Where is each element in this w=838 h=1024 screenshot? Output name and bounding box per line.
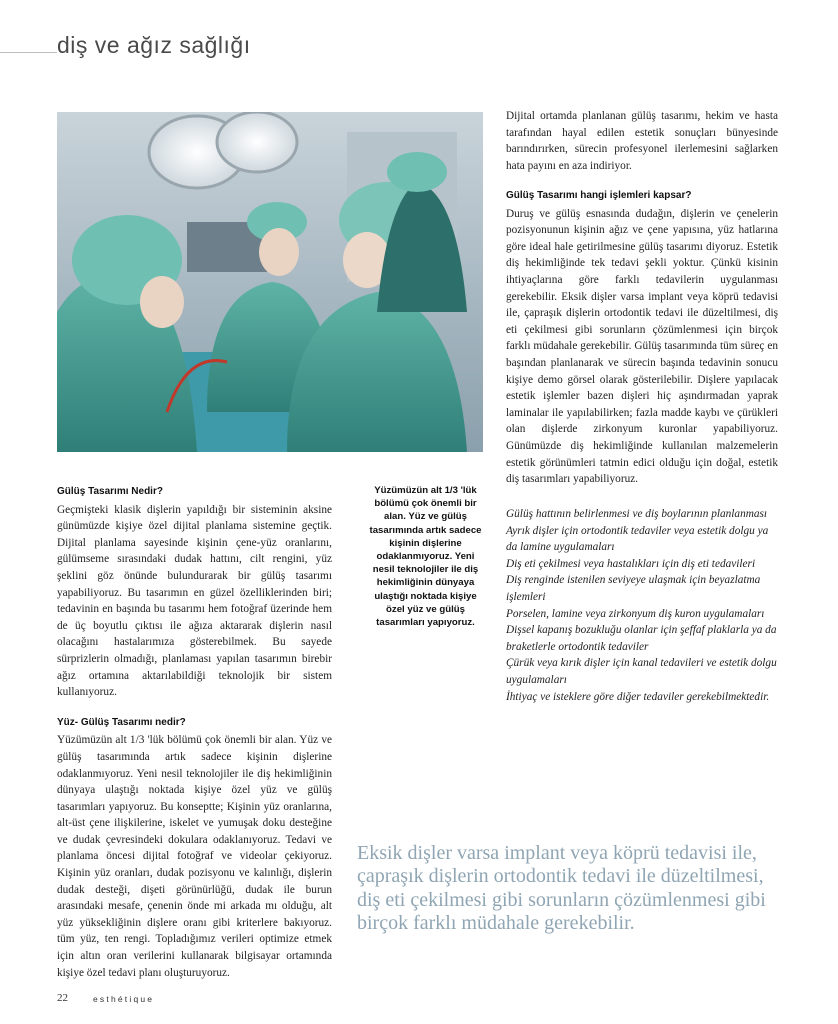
- section3-body: Duruş ve gülüş esnasında dudağın, dişlerin ve çenelerin pozisyonunun kişinin ağız ve çene yapısına, yüz hatlarına göre ideal hale getirilmesine gülüş tasarımı diyoruz. Estetik diş hekimliğinde tek tedavi şekli yoktur. Çünkü kisinin ihtiyaçlarına göre farklı tedavilerin uygulanması gerekebilir. Eksik dişler varsa implant veya köprü tedavisi ile, çapraşık dişlerin ortodontik tedavi ile düzeltilmesi, diş eti çekilmesi gibi sorunların çözümlenmesi için birçok farklı müdahale gerekebilir. Gülüş tasarımında tüm süreç en başından planlanarak ve sürecin başında tedavinin sonucu kişiye demo görsel olarak gösterilebilir. Dişlere yapılacak estetik işlemler bazen dişleri hiç aşındırmadan yaprak laminalar ile yapılabilirken; fazla madde kaybı ve çürükleri olan dişlerde zirkonyum kuronlar yapabiliyoruz. Günümüzde diş hekimliğinde kullanılan malzemelerin estetik görünümleri tatmin edici olduğu için doğal, estetik diş tasarımları yapabiliyoruz.: [506, 207, 778, 486]
- section3-heading: Gülüş Tasarımı hangi işlemleri kapsar?: [506, 190, 692, 201]
- list-item: İhtiyaç ve isteklere göre diğer tedaviler gerekebilmektedir.: [506, 690, 770, 703]
- list-item: Gülüş hattının belirlenmesi ve diş boylarının planlanması: [506, 508, 768, 520]
- section2-body: Yüzümüzün alt 1/3 'lük bölümü çok önemli bir alan. Yüz ve gülüş tasarımında artık sadece kişinin dişlerine odaklanmıyoruz. Yeni nesil teknolojiler ile diş hekimliğinin dünyaya ulaştığı noktada kişiye özel yüz ve gülüş tasarımları yapıyoruz. Bu konseptte; Kişinin yüz oranlarına, alt-üst çene ilişkilerine, iskelet ve yumuşak doku desteğine ve dudak çevresindeki dokulara odaklanıyoruz. Tedavi ve planlama öncesi dijital fotoğraf ve videolar çekiyoruz. Kişinin yüz oranları, dudak pozisyonu ve kalınlığı, dişlerin dudak desteği, dişeti görünürlüğü, dudak ile burun arasındaki mesafe, çenenin önde mi arkada mı olduğu, alt yüz yüksekliğinin dişlere oranı gibi kriterlere bakıyoruz. tüm yüz, ten rengi. Topladığımız verileri optimize etmek için altın oran verilerini kullanarak bilgisayar ortamında kişiye özel tedavi planı oluşturuyoruz.: [57, 734, 332, 979]
- page-number: 22: [57, 992, 68, 1004]
- surgeon-back-face: [259, 228, 299, 276]
- list-item: Dişsel kapanış bozukluğu olanlar için şeffaf plaklarla ya da braketlerle ortodontik tedaviler: [506, 624, 777, 653]
- intro-paragraph: Dijital ortamda planlanan gülüş tasarımı, hekim ve hasta tarafından hayal edilen estetik sonuçları bünyesinde barındırırken, sürecin profesyonel ilerlemesini sağlarken hata payını en aza indiriyor.: [506, 110, 778, 172]
- list-item: Ayrık dişler için ortodontik tedaviler veya estetik dolgu ya da lamine uygulamaları: [506, 524, 769, 554]
- surgeon-left-face: [140, 276, 184, 328]
- pull-quote: Eksik dişler varsa implant veya köprü tedavisi ile, çapraşık dişlerin ortodontik tedavi ile düzeltilmesi, diş eti çekilmesi gibi sorunların çözümlenmesi gibi birçok farklı müdahale gerekebilir.: [357, 842, 766, 935]
- list-item: Diş eti çekilmesi veya hastalıkları için diş eti tedavileri: [506, 557, 756, 570]
- surgeon-far-right-cap: [387, 152, 447, 192]
- section-title: diş ve ağız sağlığı: [57, 32, 251, 58]
- sidebar-quote: Yüzümüzün alt 1/3 'lük bölümü çok önemli bir alan. Yüz ve gülüş tasarımında artık sadece kişinin dişlerine odaklanmıyoruz. Yeni nesil teknolojiler ile diş hekimliğinin dünyaya ulaştığı noktada kişiye özel yüz ve gülüş tasarımları yapıyoruz.: [369, 485, 482, 629]
- section1-heading: Gülüş Tasarımı Nedir?: [57, 486, 163, 497]
- section-right: [506, 188, 778, 488]
- section-left: [57, 484, 332, 981]
- list-item: Diş renginde istenilen seviyeye ulaşmak için beyazlatma işlemleri: [506, 574, 761, 603]
- section1-body: Geçmişteki klasik dişlerin yapıldığı bir sisteminin aksine günümüzde kişiye özel dijital planlama sistemine geçtik. Dijital planlama sayesinde kişinin çene-yüz oranlarını, gülümseme sırasındaki dudak hattını, cilt rengini, yüz şeklini göz önünde bulundurarak bir gülüş tasarımı yapabiliyoruz. Bu tasarımın en güzel özelliklerinden biri; tedavinin en başında bu tasarımı hem fotoğraf üzerinde hem de üç boyutlu çıktısı ile ağıza aktararak dişlerin nasıl olacağını hastalarımıza gösterebilmek. Bu sayede sürprizlerin olmadığı, planlaması yapılan tasarımın birebir ağız ortamına aktarılabildiği teknolojik bir sistem kullanıyoruz.: [57, 503, 332, 699]
- list-item: Çürük veya kırık dişler için kanal tedavileri ve estetik dolgu uygulamaları: [506, 657, 777, 686]
- section2-heading: Yüz- Gülüş Tasarımı nedir?: [57, 716, 186, 728]
- list-item: Porselen, lamine veya zirkonyum diş kuron uygulamaları: [506, 607, 765, 620]
- surgery-photo: [57, 112, 483, 452]
- surgery-illustration: [57, 112, 483, 452]
- surgical-lamp-right: [217, 112, 297, 172]
- treatment-list: [506, 506, 782, 705]
- header-rule: [0, 52, 57, 53]
- magazine-name: esthétique: [93, 994, 155, 1004]
